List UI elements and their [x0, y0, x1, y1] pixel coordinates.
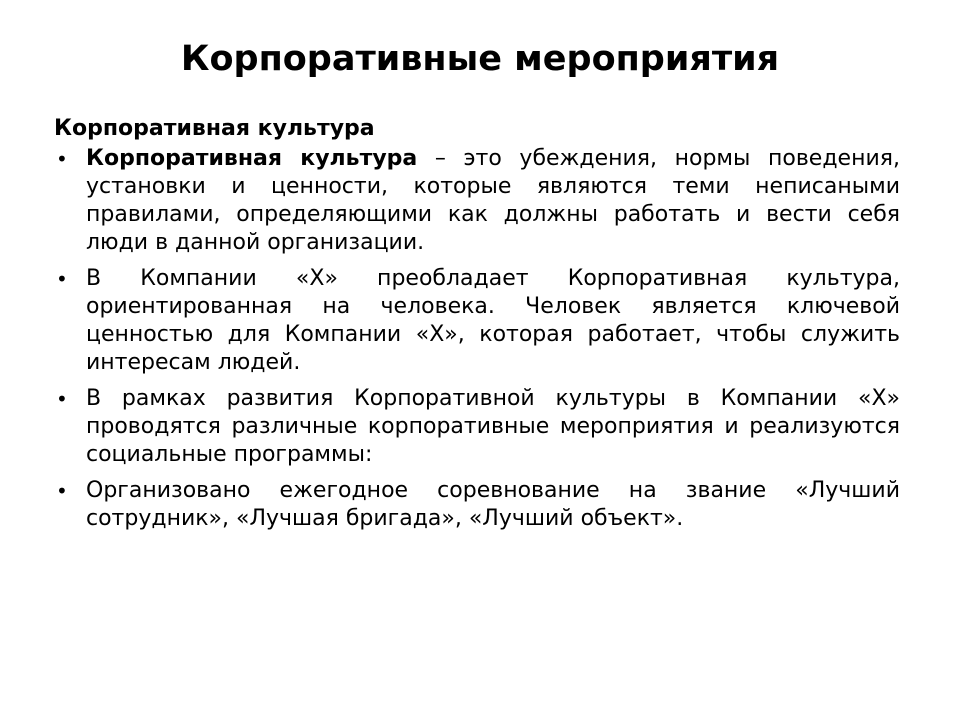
bullet-text: В рамках развития Корпоративной культуры в Компании «Х» проводятся различные корпоративные мероприятия и реализуются социальные программы: — [86, 386, 900, 467]
bullet-icon: • — [56, 147, 68, 171]
bullet-item — [54, 385, 900, 469]
bullet-item — [54, 145, 900, 257]
bullet-item — [54, 265, 900, 377]
slide-content — [54, 115, 900, 541]
bullet-term: Корпоративная культура — [86, 146, 418, 171]
bullet-icon: • — [56, 267, 68, 291]
bullet-icon: • — [56, 479, 68, 503]
bullet-list — [54, 145, 900, 533]
bullet-text: – это убеждения, нормы поведения, установки и ценности, которые являются теми неписаными правилами, определяющими как должны работать и вести себя люди в данной организации. — [86, 146, 900, 255]
bullet-item — [54, 477, 900, 533]
section-subtitle: Корпоративная культура — [54, 116, 375, 141]
bullet-icon: • — [56, 387, 68, 411]
slide-title: Корпоративные мероприятия — [180, 39, 780, 79]
bullet-text: Организовано ежегодное соревнование на звание «Лучший сотрудник», «Лучшая бригада», «Лучший объект». — [86, 478, 900, 531]
bullet-text: В Компании «Х» преобладает Корпоративная культура, ориентированная на человека. Человек является ключевой ценностью для Компании «Х», которая работает, чтобы служить интересам людей. — [86, 266, 900, 375]
